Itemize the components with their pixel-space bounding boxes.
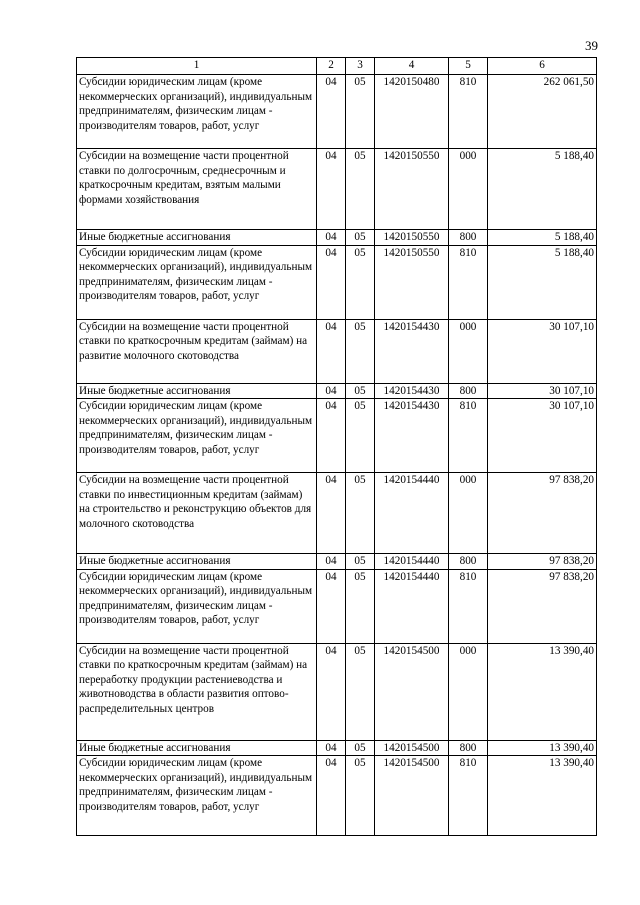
row-name: Субсидии на возмещение части процентной ставки по краткосрочным кредитам (займам) на переработку продукции растениеводства и животноводства в области развития оптово-распределительных центров [77,643,317,740]
target-article-code: 1420154430 [375,399,449,473]
row-name: Субсидии на возмещение части процентной ставки по инвестиционным кредитам (займам) на строительство и реконструкцию объектов для молочного скотоводства [77,473,317,554]
column-header: 1 [77,58,317,75]
expense-type-code: 000 [449,319,488,383]
table-row [77,245,597,319]
target-article-code: 1420150550 [375,245,449,319]
amount-value: 5 188,40 [488,230,597,246]
table-row [77,319,597,383]
expense-type-code: 000 [449,149,488,230]
row-name: Субсидии на возмещение части процентной ставки по краткосрочным кредитам (займам) на развитие молочного скотоводства [77,319,317,383]
row-name: Субсидии юридическим лицам (кроме некоммерческих организаций), индивидуальным предпринимателям, физическим лицам - производителям товаров, работ, услуг [77,569,317,643]
amount-value: 97 838,20 [488,473,597,554]
amount-value: 5 188,40 [488,149,597,230]
subsection-code: 05 [346,319,375,383]
subsection-code: 05 [346,383,375,399]
expense-type-code: 810 [449,756,488,836]
section-code: 04 [317,643,346,740]
amount-value: 30 107,10 [488,383,597,399]
section-code: 04 [317,554,346,570]
expense-type-code: 800 [449,740,488,756]
section-code: 04 [317,473,346,554]
section-code: 04 [317,399,346,473]
table-row [77,756,597,836]
target-article-code: 1420154500 [375,643,449,740]
row-name: Субсидии на возмещение части процентной ставки по долгосрочным, среднесрочным и краткосрочным кредитам, взятым малыми формами хозяйствования [77,149,317,230]
page-number: 39 [585,38,598,53]
row-name: Субсидии юридическим лицам (кроме некоммерческих организаций), индивидуальным предпринимателям, физическим лицам - производителям товаров, работ, услуг [77,399,317,473]
row-name: Иные бюджетные ассигнования [77,740,317,756]
row-name: Иные бюджетные ассигнования [77,554,317,570]
row-name: Субсидии юридическим лицам (кроме некоммерческих организаций), индивидуальным предпринимателям, физическим лицам - производителям товаров, работ, услуг [77,756,317,836]
subsection-code: 05 [346,75,375,149]
target-article-code: 1420154500 [375,756,449,836]
expense-type-code: 000 [449,473,488,554]
target-article-code: 1420154430 [375,383,449,399]
subsection-code: 05 [346,230,375,246]
table-row [77,473,597,554]
section-code: 04 [317,756,346,836]
expense-type-code: 000 [449,643,488,740]
target-article-code: 1420150550 [375,149,449,230]
table-row [77,643,597,740]
amount-value: 30 107,10 [488,399,597,473]
target-article-code: 1420150480 [375,75,449,149]
expense-type-code: 810 [449,569,488,643]
amount-value: 5 188,40 [488,245,597,319]
section-code: 04 [317,230,346,246]
section-code: 04 [317,245,346,319]
expense-type-code: 810 [449,75,488,149]
row-name: Субсидии юридическим лицам (кроме некоммерческих организаций), индивидуальным предпринимателям, физическим лицам - производителям товаров, работ, услуг [77,75,317,149]
table-row [77,740,597,756]
expense-type-code: 800 [449,554,488,570]
expense-type-code: 810 [449,245,488,319]
column-header: 4 [375,58,449,75]
amount-value: 30 107,10 [488,319,597,383]
target-article-code: 1420154440 [375,554,449,570]
column-header: 3 [346,58,375,75]
row-name: Иные бюджетные ассигнования [77,383,317,399]
table-row [77,149,597,230]
expense-type-code: 800 [449,383,488,399]
column-header: 5 [449,58,488,75]
section-code: 04 [317,569,346,643]
target-article-code: 1420154440 [375,473,449,554]
target-article-code: 1420150550 [375,230,449,246]
subsection-code: 05 [346,399,375,473]
section-code: 04 [317,740,346,756]
target-article-code: 1420154440 [375,569,449,643]
subsection-code: 05 [346,740,375,756]
table-row [77,383,597,399]
subsection-code: 05 [346,756,375,836]
subsection-code: 05 [346,554,375,570]
row-name: Иные бюджетные ассигнования [77,230,317,246]
table-row [77,75,597,149]
amount-value: 97 838,20 [488,554,597,570]
table-row [77,569,597,643]
amount-value: 97 838,20 [488,569,597,643]
table-row [77,554,597,570]
expense-type-code: 800 [449,230,488,246]
amount-value: 13 390,40 [488,643,597,740]
subsection-code: 05 [346,149,375,230]
target-article-code: 1420154430 [375,319,449,383]
target-article-code: 1420154500 [375,740,449,756]
section-code: 04 [317,75,346,149]
row-name: Субсидии юридическим лицам (кроме некоммерческих организаций), индивидуальным предпринимателям, физическим лицам - производителям товаров, работ, услуг [77,245,317,319]
amount-value: 13 390,40 [488,740,597,756]
table-header-row [77,58,597,75]
budget-table [76,57,597,836]
table-row [77,399,597,473]
section-code: 04 [317,149,346,230]
amount-value: 13 390,40 [488,756,597,836]
subsection-code: 05 [346,245,375,319]
amount-value: 262 061,50 [488,75,597,149]
column-header: 2 [317,58,346,75]
column-header: 6 [488,58,597,75]
table-row [77,230,597,246]
section-code: 04 [317,383,346,399]
subsection-code: 05 [346,569,375,643]
subsection-code: 05 [346,643,375,740]
subsection-code: 05 [346,473,375,554]
section-code: 04 [317,319,346,383]
expense-type-code: 810 [449,399,488,473]
